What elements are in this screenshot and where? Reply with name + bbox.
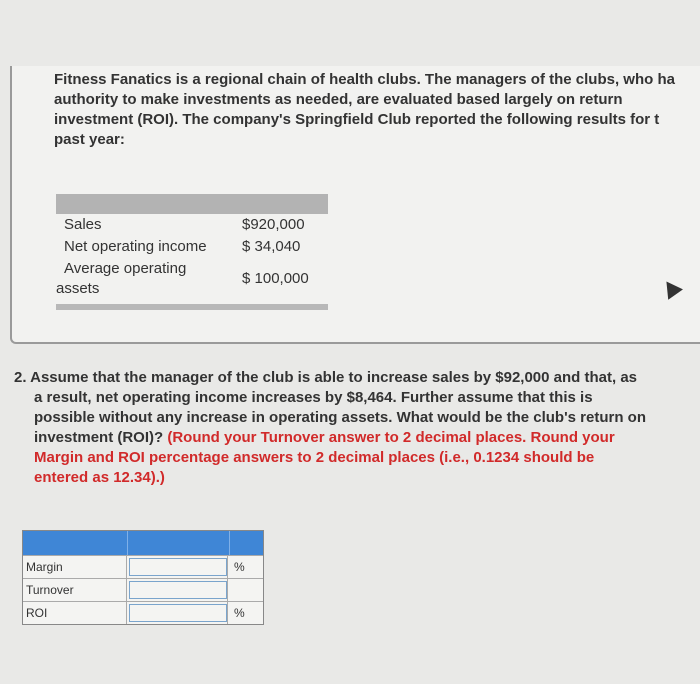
margin-label: Margin [23, 556, 127, 578]
assets-label: Average operating [64, 260, 187, 277]
margin-unit: % [234, 560, 245, 574]
turnover-input[interactable] [129, 581, 227, 599]
question-plain: investment (ROI)? [34, 429, 168, 446]
header-cell [230, 531, 263, 555]
sales-label: Sales [64, 216, 102, 233]
answer-row-turnover [23, 578, 263, 601]
question-text [14, 368, 694, 488]
question-line [14, 428, 694, 448]
margin-cell [127, 556, 228, 578]
financials-footer [56, 304, 328, 310]
roi-unit: % [234, 606, 245, 620]
rounding-instruction: (Round your Turnover answer to 2 decimal places. Round your [167, 429, 615, 446]
assets-label-continued: assets [56, 280, 100, 297]
intro-line: authority to make investments as needed, are evaluated based largely on return [54, 91, 623, 108]
roi-input[interactable] [129, 604, 227, 622]
question-line: a result, net operating income increases by $8,464. Further assume that this is [34, 389, 593, 406]
noi-label: Net operating income [64, 238, 207, 255]
financials-table [56, 194, 328, 310]
assets-row [56, 258, 328, 302]
roi-label: ROI [23, 602, 127, 624]
turnover-unit [228, 579, 263, 601]
noi-value: $ 34,040 [242, 238, 301, 255]
noi-row [56, 236, 328, 258]
answer-table [22, 530, 264, 625]
question-line: 2. Assume that the manager of the club is able to increase sales by $92,000 and that, as [14, 369, 638, 386]
header-cell [23, 531, 128, 555]
intro-line: past year: [54, 131, 125, 148]
rounding-instruction: entered as 12.34).) [34, 469, 165, 486]
answer-row-margin [23, 555, 263, 578]
intro-line: investment (ROI). The company's Springfield Club reported the following results for t [54, 111, 660, 128]
sales-value: $920,000 [242, 216, 305, 233]
answer-row-roi [23, 601, 263, 624]
intro-paragraph [54, 70, 700, 150]
margin-input[interactable] [129, 558, 227, 576]
assets-value: $ 100,000 [242, 270, 309, 287]
question-line: possible without any increase in operating assets. What would be the club's return on [34, 409, 646, 426]
header-cell [128, 531, 230, 555]
turnover-cell [127, 579, 228, 601]
sales-row [56, 214, 328, 236]
rounding-instruction: Margin and ROI percentage answers to 2 decimal places (i.e., 0.1234 should be [34, 449, 595, 466]
answer-table-header [23, 531, 263, 555]
turnover-label: Turnover [23, 579, 127, 601]
intro-line: Fitness Fanatics is a regional chain of health clubs. The managers of the clubs, who ha [54, 71, 675, 88]
financials-header [56, 194, 328, 214]
roi-cell [127, 602, 228, 624]
